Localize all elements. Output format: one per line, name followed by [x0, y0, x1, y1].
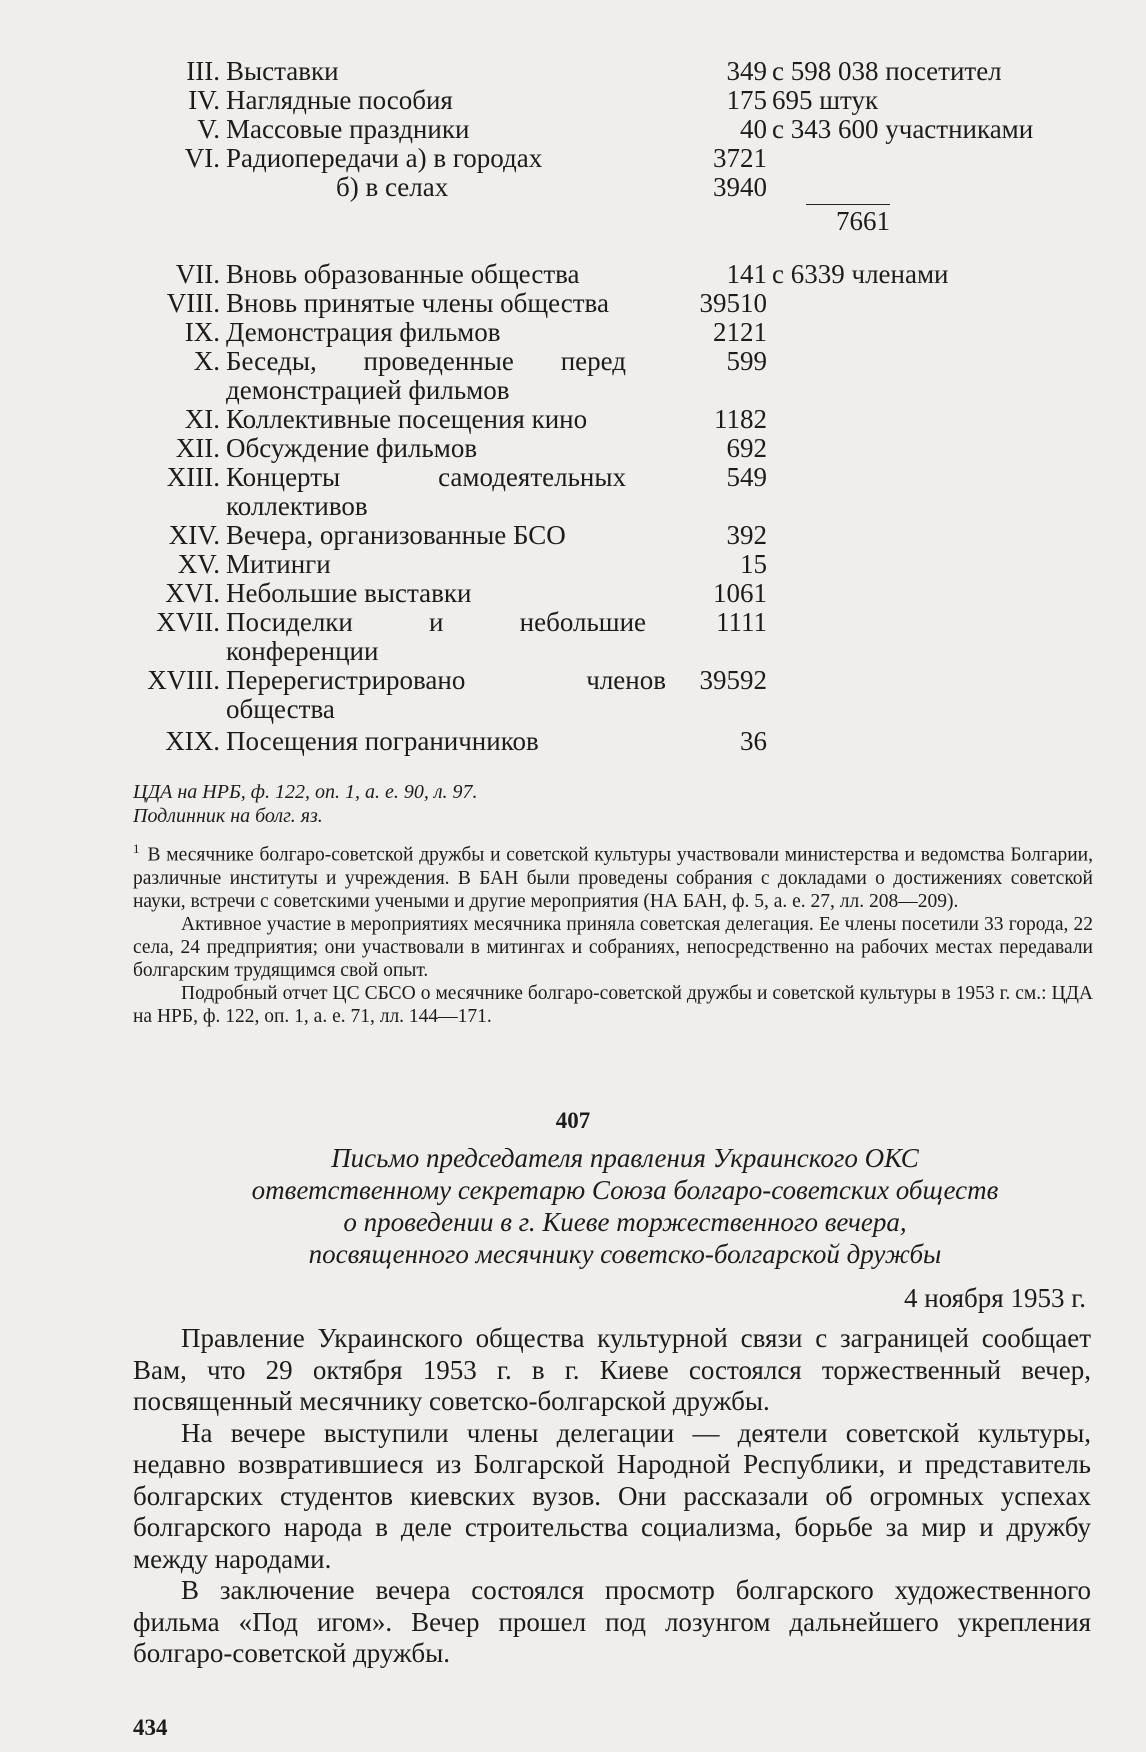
footnote-paragraph: Подробный отчет ЦС СБСО о месячнике болгаро-советской дружбы и советской культуры в 1953 г. см.: ЦДА на НРБ, ф. 122, оп. 1, а. е. 71, лл. 144—171.: [133, 982, 1093, 1027]
item-label: Беседы, проведенные перед демонстрацией фильмов: [226, 346, 626, 405]
item-number: XIX.: [165, 726, 220, 756]
item-number: V.: [197, 114, 220, 144]
item-number: XI.: [184, 404, 220, 434]
footnote-paragraph: В месячнике болгаро-советской дружбы и советской культуры участвовали министерства и ведомства Болгарии, различные институты и учреждения. В БАН были проведены собрания с докладами о достижениях советской науки, встречи с советскими учеными и другие мероприятия (НА БАН, ф. 5, а. е. 27, лл. 208—209).: [133, 844, 1093, 912]
item-label: Выставки: [226, 56, 339, 86]
title-line: посвященного месячнику советско-болгарской дружбы: [308, 1239, 942, 1269]
item-number: XII.: [175, 433, 220, 463]
item-value: 175: [726, 85, 767, 115]
letter-body: [133, 1323, 1091, 1670]
item-value: 349: [726, 56, 767, 86]
body-paragraph: Правление Украинского общества культурной связи с заграницей сообщает Вам, что 29 октября 1953 г. в г. Киеве состоялся торжественный вечер, посвященный месячнику советско-болгарской дружбы.: [133, 1323, 1091, 1416]
item-value: 549: [726, 462, 767, 492]
item-value: 40: [740, 114, 767, 144]
archive-source: ЦДА на НРБ, ф. 122, оп. 1, а. е. 90, л. 97.: [133, 781, 478, 803]
item-value: 1061: [713, 578, 767, 608]
item-number: IX.: [184, 317, 220, 347]
item-number: XVI.: [165, 578, 220, 608]
item-value: 141: [726, 259, 767, 289]
item-number: VIII.: [166, 288, 220, 318]
item-label: Вновь принятые члены общества: [226, 288, 609, 318]
item-label: Радиопередачи а) в городах: [226, 143, 543, 173]
item-value: 3721: [713, 143, 767, 173]
item-value: 1111: [716, 607, 767, 637]
document-date: 4 ноября 1953 г.: [903, 1283, 1086, 1313]
item-label: Концерты самодеятельных коллективов: [226, 462, 626, 521]
title-line: Письмо председателя правления Украинского ОКС: [331, 1143, 919, 1173]
document-title: [160, 1142, 1090, 1270]
item-label: Небольшие выставки: [226, 578, 472, 608]
item-label: Обсуждение фильмов: [226, 433, 478, 463]
item-value: 599: [726, 346, 767, 376]
item-extra: с 6339 членами: [772, 259, 949, 289]
item-number: III.: [186, 56, 220, 86]
item-value: 15: [740, 549, 767, 579]
title-line: о проведении в г. Киеве торжественного вечера,: [343, 1207, 907, 1237]
original-language: Подлинник на болг. яз.: [133, 805, 323, 827]
sum-rule: [806, 204, 890, 205]
body-paragraph: В заключение вечера состоялся просмотр болгарского художественного фильма «Под игом». Вечер прошел под лозунгом дальнейшего укрепления болгаро-советской дружбы.: [133, 1575, 1091, 1668]
item-label: б) в селах: [336, 172, 449, 202]
item-label: Перерегистрировано членов общества: [226, 665, 666, 724]
item-number: XV.: [177, 549, 220, 579]
item-value: 2121: [713, 317, 767, 347]
item-number: VI.: [184, 143, 220, 173]
body-paragraph: На вечере выступили члены делегации — деятели советской культуры, недавно возвратившиеся из Болгарской Народной Республики, и представитель болгарских студентов киевских вузов. Они рассказали об огромных успехах болгарского народа в деле строительства социализма, борьбе за мир и дружбу между народами.: [133, 1417, 1091, 1574]
item-number: IV.: [188, 85, 220, 115]
item-label: Коллективные посещения кино: [226, 404, 588, 434]
item-number: XIII.: [166, 462, 220, 492]
item-value: 39592: [699, 665, 767, 695]
item-number: XIV.: [168, 520, 220, 550]
item-extra: 695 штук: [772, 85, 879, 115]
footnote-paragraph: Активное участие в мероприятиях месячника приняла советская делегация. Ее члены посетили 33 города, 22 села, 24 предприятия; они участвовали в митингах и собраниях, непосредственно на рабочих местах передавали болгарским трудящимся свой опыт.: [133, 913, 1093, 981]
item-label: Массовые праздники: [226, 114, 470, 144]
radio-total: 7661: [836, 206, 890, 236]
item-value: 3940: [713, 172, 767, 202]
footnotes: [133, 837, 1093, 1028]
item-value: 36: [740, 726, 767, 756]
item-label: Посещения пограничников: [226, 726, 539, 756]
title-line: ответственному секретарю Союза болгаро-советских обществ: [251, 1175, 999, 1205]
item-label: Вновь образованные общества: [226, 259, 580, 289]
item-label: Наглядные пособия: [226, 85, 453, 115]
item-label: Демонстрация фильмов: [226, 317, 501, 347]
item-number: XVIII.: [147, 665, 220, 695]
item-label: Митинги: [226, 549, 331, 579]
document-number: 407: [555, 1108, 591, 1133]
footnote-marker: 1: [133, 841, 140, 856]
item-value: 392: [726, 520, 767, 550]
item-number: X.: [193, 346, 220, 376]
item-value: 692: [726, 433, 767, 463]
item-extra: с 343 600 участниками: [772, 114, 1034, 144]
item-number: XVII.: [156, 607, 220, 637]
item-value: 39510: [699, 288, 767, 318]
item-value: 1182: [714, 404, 767, 434]
item-label: Вечера, организованные БСО: [226, 520, 566, 550]
item-label: Посиделки и небольшие конференции: [226, 607, 646, 666]
item-extra: с 598 038 посетител: [772, 56, 1002, 86]
page-number: 434: [133, 1715, 168, 1740]
item-number: VII.: [175, 259, 220, 289]
